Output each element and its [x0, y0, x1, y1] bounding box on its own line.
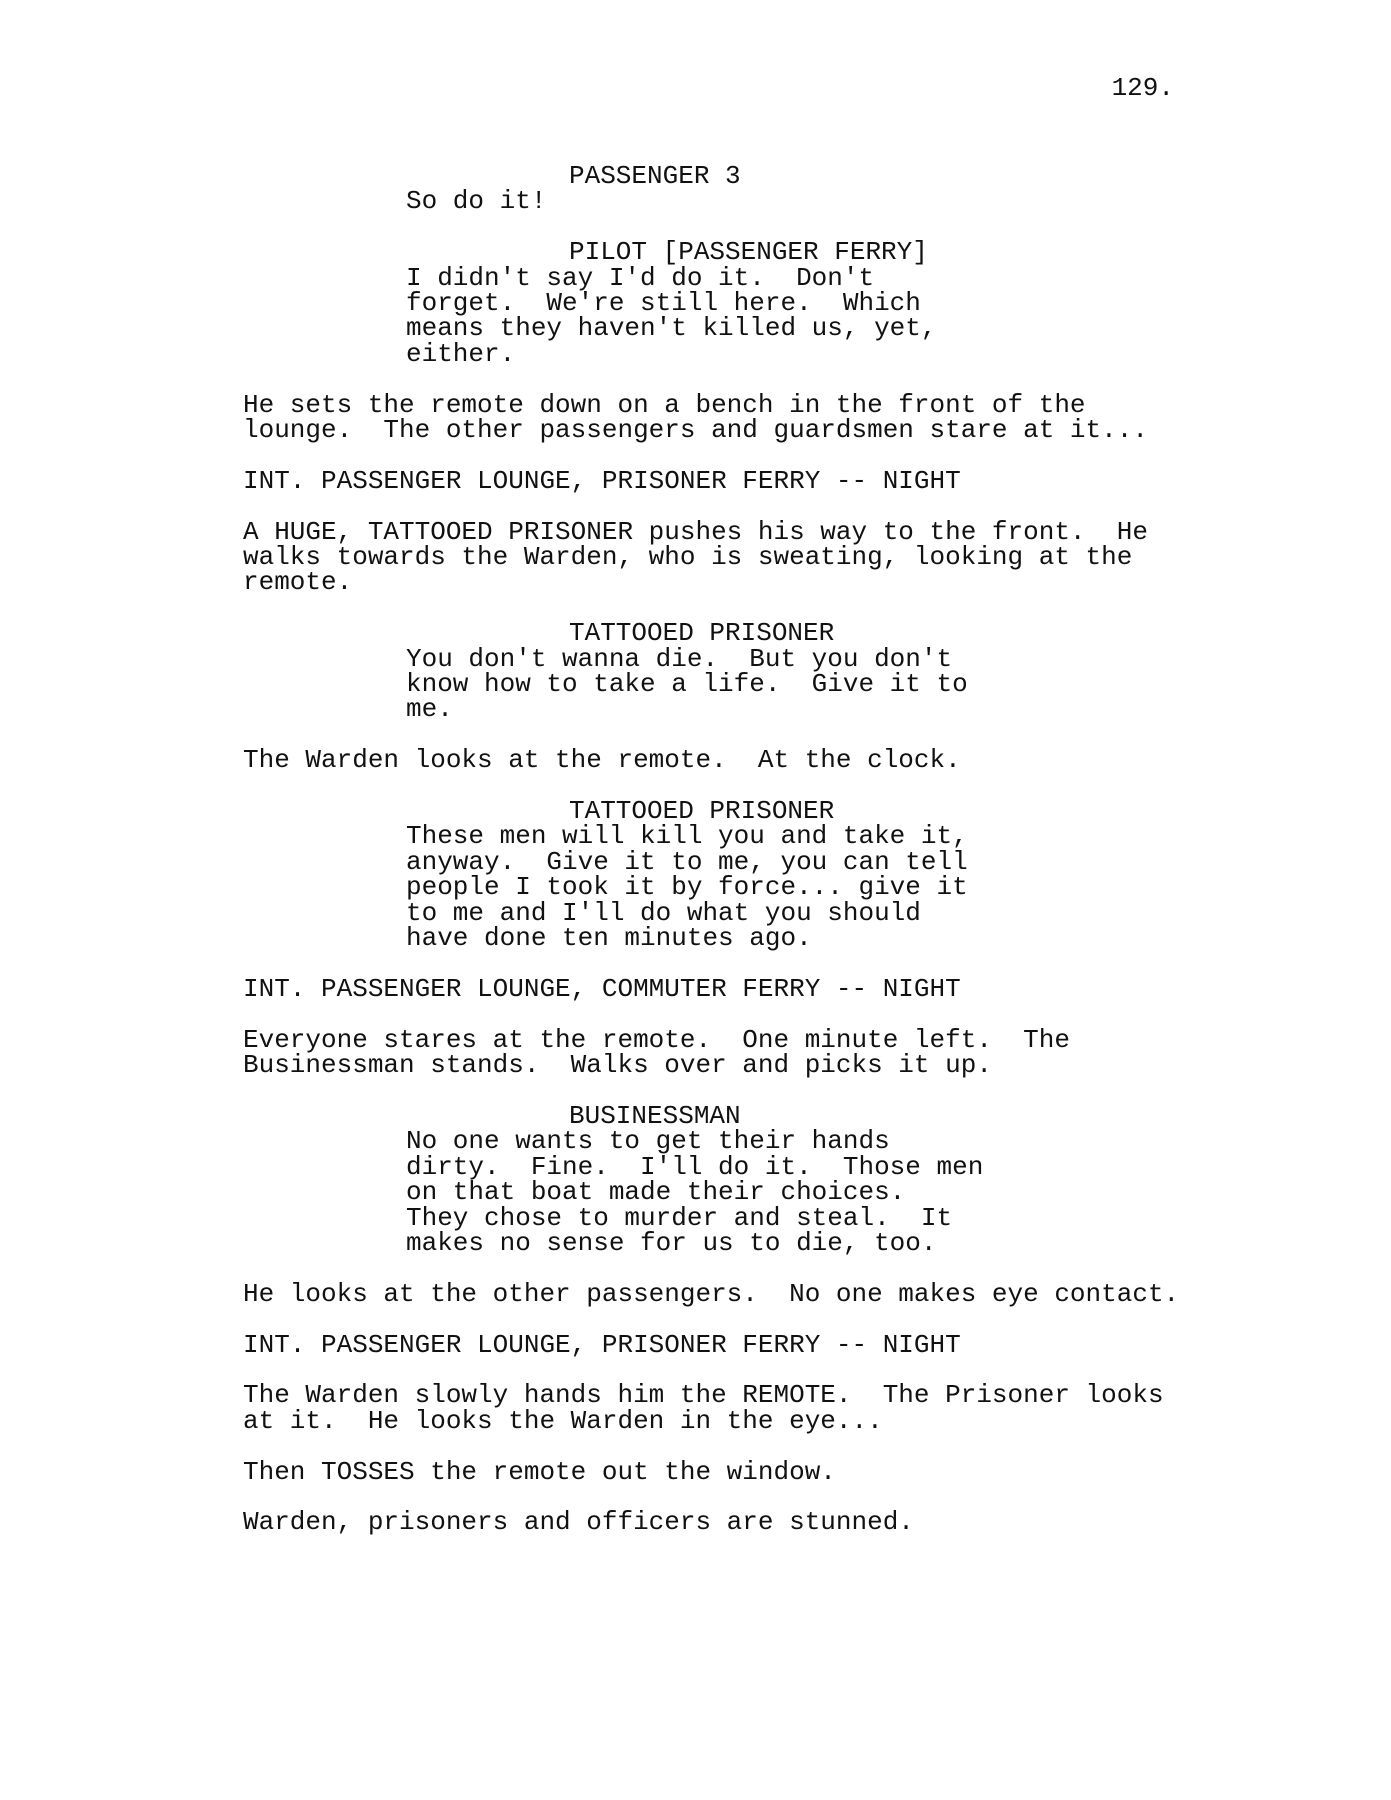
character-name: TATTOOED PRISONER	[569, 796, 835, 827]
action-line: The Warden slowly hands him the REMOTE. The Prisoner looks at it. He looks the Warden in the eye...	[243, 1380, 1164, 1436]
action-line: A HUGE, TATTOOED PRISONER pushes his way to the front. He walks towards the Warden, who is sweating, looking at the remote.	[243, 516, 1148, 598]
page-number: 129.	[1111, 73, 1174, 103]
dialogue: So do it!	[406, 186, 547, 217]
screenplay-body	[243, 161, 1203, 1538]
action-line: He looks at the other passengers. No one makes eye contact.	[243, 1278, 1180, 1309]
action-line: The Warden looks at the remote. At the clock.	[243, 745, 961, 776]
scene-heading: INT. PASSENGER LOUNGE, PRISONER FERRY -- NIGHT	[243, 465, 961, 496]
action-line: Warden, prisoners and officers are stunned.	[243, 1507, 914, 1538]
action-line: He sets the remote down on a bench in the front of the lounge. The other passengers and guardsmen stare at it...	[243, 389, 1148, 446]
scene-heading: INT. PASSENGER LOUNGE, COMMUTER FERRY -- NIGHT	[243, 973, 961, 1004]
character-name: PILOT [PASSENGER FERRY]	[569, 237, 928, 268]
action-line: Then TOSSES the remote out the window.	[243, 1456, 836, 1487]
character-name: BUSINESSMAN	[569, 1100, 741, 1131]
scene-heading: INT. PASSENGER LOUNGE, PRISONER FERRY -- NIGHT	[243, 1329, 961, 1360]
character-name: TATTOOED PRISONER	[569, 618, 835, 649]
dialogue: I didn't say I'd do it. Don't forget. We're still here. Which means they haven't killed us, yet, either.	[406, 262, 937, 369]
character-name: PASSENGER 3	[569, 161, 741, 191]
dialogue: You don't wanna die. But you don't know how to take a life. Give it to me.	[406, 643, 968, 725]
action-line: Everyone stares at the remote. One minute left. The Businessman stands. Walks over and picks it up.	[243, 1024, 1070, 1081]
dialogue: These men will kill you and take it, anyway. Give it to me, you can tell people I took it by force... give it to me and I'll do what you should have done ten minutes ago.	[406, 821, 968, 954]
dialogue: No one wants to get their hands dirty. Fine. I'll do it. Those men on that boat made their choices. They chose to murder and steal. It makes no sense for us to die, too.	[406, 1126, 984, 1258]
